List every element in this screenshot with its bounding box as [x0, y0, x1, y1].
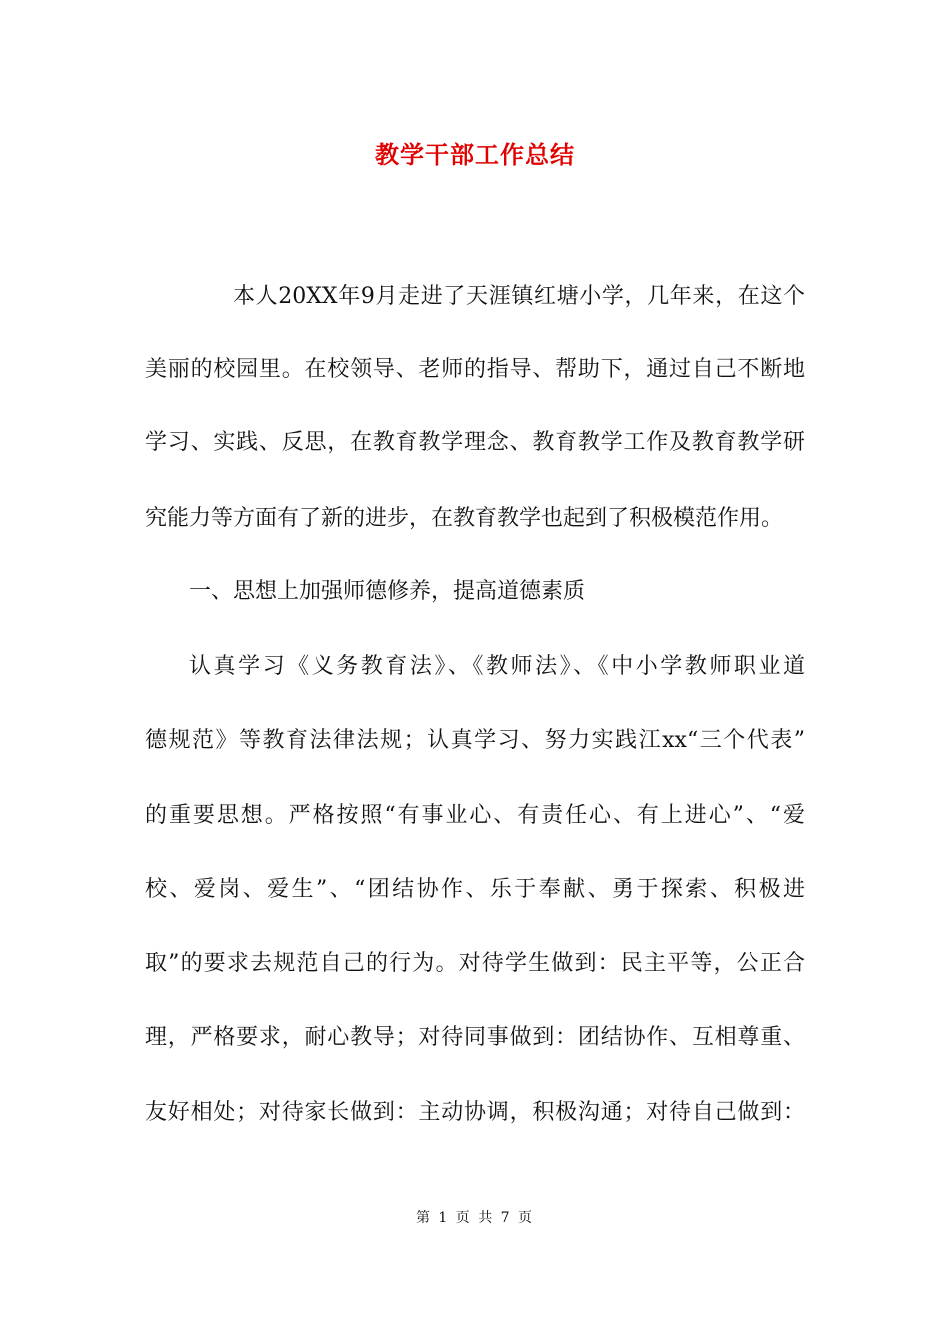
paragraph-line: 的重要思想。严格按照“有事业心、有责任心、有上进心”、“爱 [145, 803, 805, 828]
paragraph-line: 取”的要求去规范自己的行为。对待学生做到：民主平等，公正合 [145, 951, 805, 976]
document-title: 教学干部工作总结 [375, 140, 575, 169]
paragraph-line: 德规范》等教育法律法规；认真学习、努力实践江xx“三个代表” [145, 728, 805, 753]
page-number: 第 1 页 共 7 页 [415, 1210, 535, 1226]
paragraph-line: 学习、实践、反思，在教育教学理念、教育教学工作及教育教学研 [145, 430, 805, 455]
paragraph-line: 理，严格要求，耐心教导；对待同事做到：团结协作、互相尊重、 [145, 1025, 805, 1050]
paragraph-line: 本人20XX年9月走进了天涯镇红塘小学，几年来，在这个 [233, 284, 805, 309]
paragraph-line: 友好相处；对待家长做到：主动协调，积极沟通；对待自己做到： [145, 1100, 805, 1125]
paragraph-line: 校、爱岗、爱生”、“团结协作、乐于奉献、勇于探索、积极进 [145, 877, 805, 902]
paragraph-line: 认真学习《义务教育法》、《教师法》、《中小学教师职业道 [189, 654, 805, 679]
paragraph-line: 究能力等方面有了新的进步，在教育教学也起到了积极模范作用。 [145, 506, 784, 531]
paragraph-line: 美丽的校园里。在校领导、老师的指导、帮助下，通过自己不断地 [145, 357, 805, 382]
section-heading: 一、思想上加强师德修养，提高道德素质 [189, 579, 586, 604]
